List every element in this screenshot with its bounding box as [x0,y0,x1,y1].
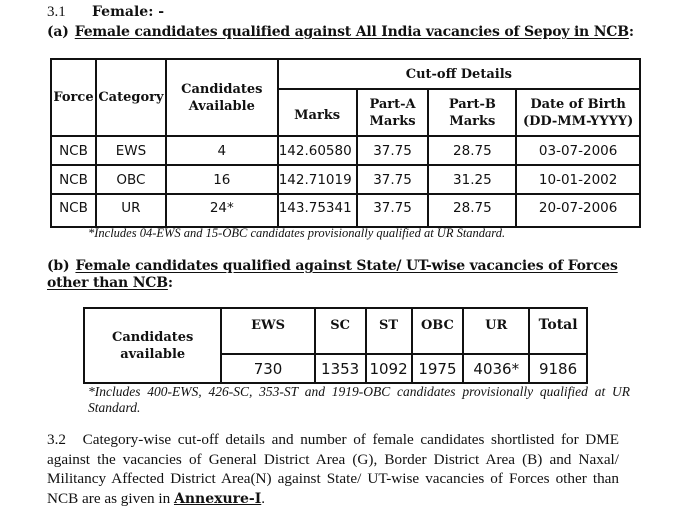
state-ut-candidates-table [83,307,588,384]
part-b-footnote: *Includes 400-EWS, 426-SC, 353-ST and 1919-OBC candidates provisionally qualified at UR Standard. [88,384,630,415]
header-date-of-birth: Date of Birth (DD-MM-YYYY) [516,89,640,136]
cell-marks: 142.60580 [278,136,357,165]
section-3-2-paragraph [47,430,619,509]
part-b-heading-text: Female candidates qualified against State/ UT-wise vacancies of Forces other than NCB [47,258,618,291]
cell-part-b: 28.75 [428,194,516,227]
cell-marks: 142.71019 [278,165,357,194]
header-st: ST [366,308,412,354]
section-number: 3.1 [47,4,66,20]
header-category: Category [96,59,166,136]
table-row [51,136,640,165]
section-3-2-number: 3.2 [47,431,66,448]
table-row [51,194,640,227]
part-b-heading [47,258,647,292]
cell-candidates: 24* [166,194,278,227]
part-b-heading-suffix: : [167,275,173,291]
cell-st: 1092 [366,354,412,383]
ncb-cutoff-table [50,58,641,228]
header-marks: Marks [278,89,357,136]
cell-obc: 1975 [412,354,464,383]
cell-ews: 730 [221,354,314,383]
table-row [51,165,640,194]
cell-marks: 143.75341 [278,194,357,227]
cell-dob: 20-07-2006 [516,194,640,227]
part-a-heading-suffix: : [628,24,634,40]
part-a-heading-text: Female candidates qualified against All India vacancies of Sepoy in NCB [74,24,629,40]
cell-total: 9186 [529,354,587,383]
part-b-label: (b) [47,258,70,274]
section-3-2-text: Category-wise cut-off details and number of female candidates shortlisted for DME against the vacancies of General District Area (G), Border District Area (B) and Naxal/ Militancy Affected District Area(N) against State/ UT-wise vacancies of Forces other than NCB are as given in [47,431,620,507]
cell-category: OBC [96,165,166,194]
part-a-label: (a) [47,24,69,40]
cell-category: UR [96,194,166,227]
cell-ur: 4036* [463,354,529,383]
cell-dob: 10-01-2002 [516,165,640,194]
header-part-b-marks: Part-B Marks [428,89,516,136]
cell-part-a: 37.75 [357,136,429,165]
cell-candidates: 16 [166,165,278,194]
cell-force: NCB [51,136,96,165]
cell-force: NCB [51,165,96,194]
section-3-2-suffix: . [261,489,266,507]
header-ur: UR [463,308,529,354]
header-force: Force [51,59,96,136]
part-a-heading [47,24,634,40]
cell-part-b: 31.25 [428,165,516,194]
header-sc: SC [315,308,366,354]
annexure-link[interactable]: Annexure-I [173,490,262,507]
cell-candidates: 4 [166,136,278,165]
cell-category: EWS [96,136,166,165]
cell-part-a: 37.75 [357,194,429,227]
cell-force: NCB [51,194,96,227]
cell-part-b: 28.75 [428,136,516,165]
cell-sc: 1353 [315,354,366,383]
header-total: Total [529,308,587,354]
part-a-footnote: *Includes 04-EWS and 15-OBC candidates provisionally qualified at UR Standard. [88,226,506,240]
cell-dob: 03-07-2006 [516,136,640,165]
cell-part-a: 37.75 [357,165,429,194]
section-title: Female: - [92,4,165,20]
header-obc: OBC [412,308,464,354]
header-candidates-available: Candidates available [84,308,221,383]
header-cutoff-details: Cut-off Details [278,59,640,89]
header-part-a-marks: Part-A Marks [357,89,429,136]
header-candidates-available: Candidates Available [166,59,278,136]
header-ews: EWS [221,308,314,354]
